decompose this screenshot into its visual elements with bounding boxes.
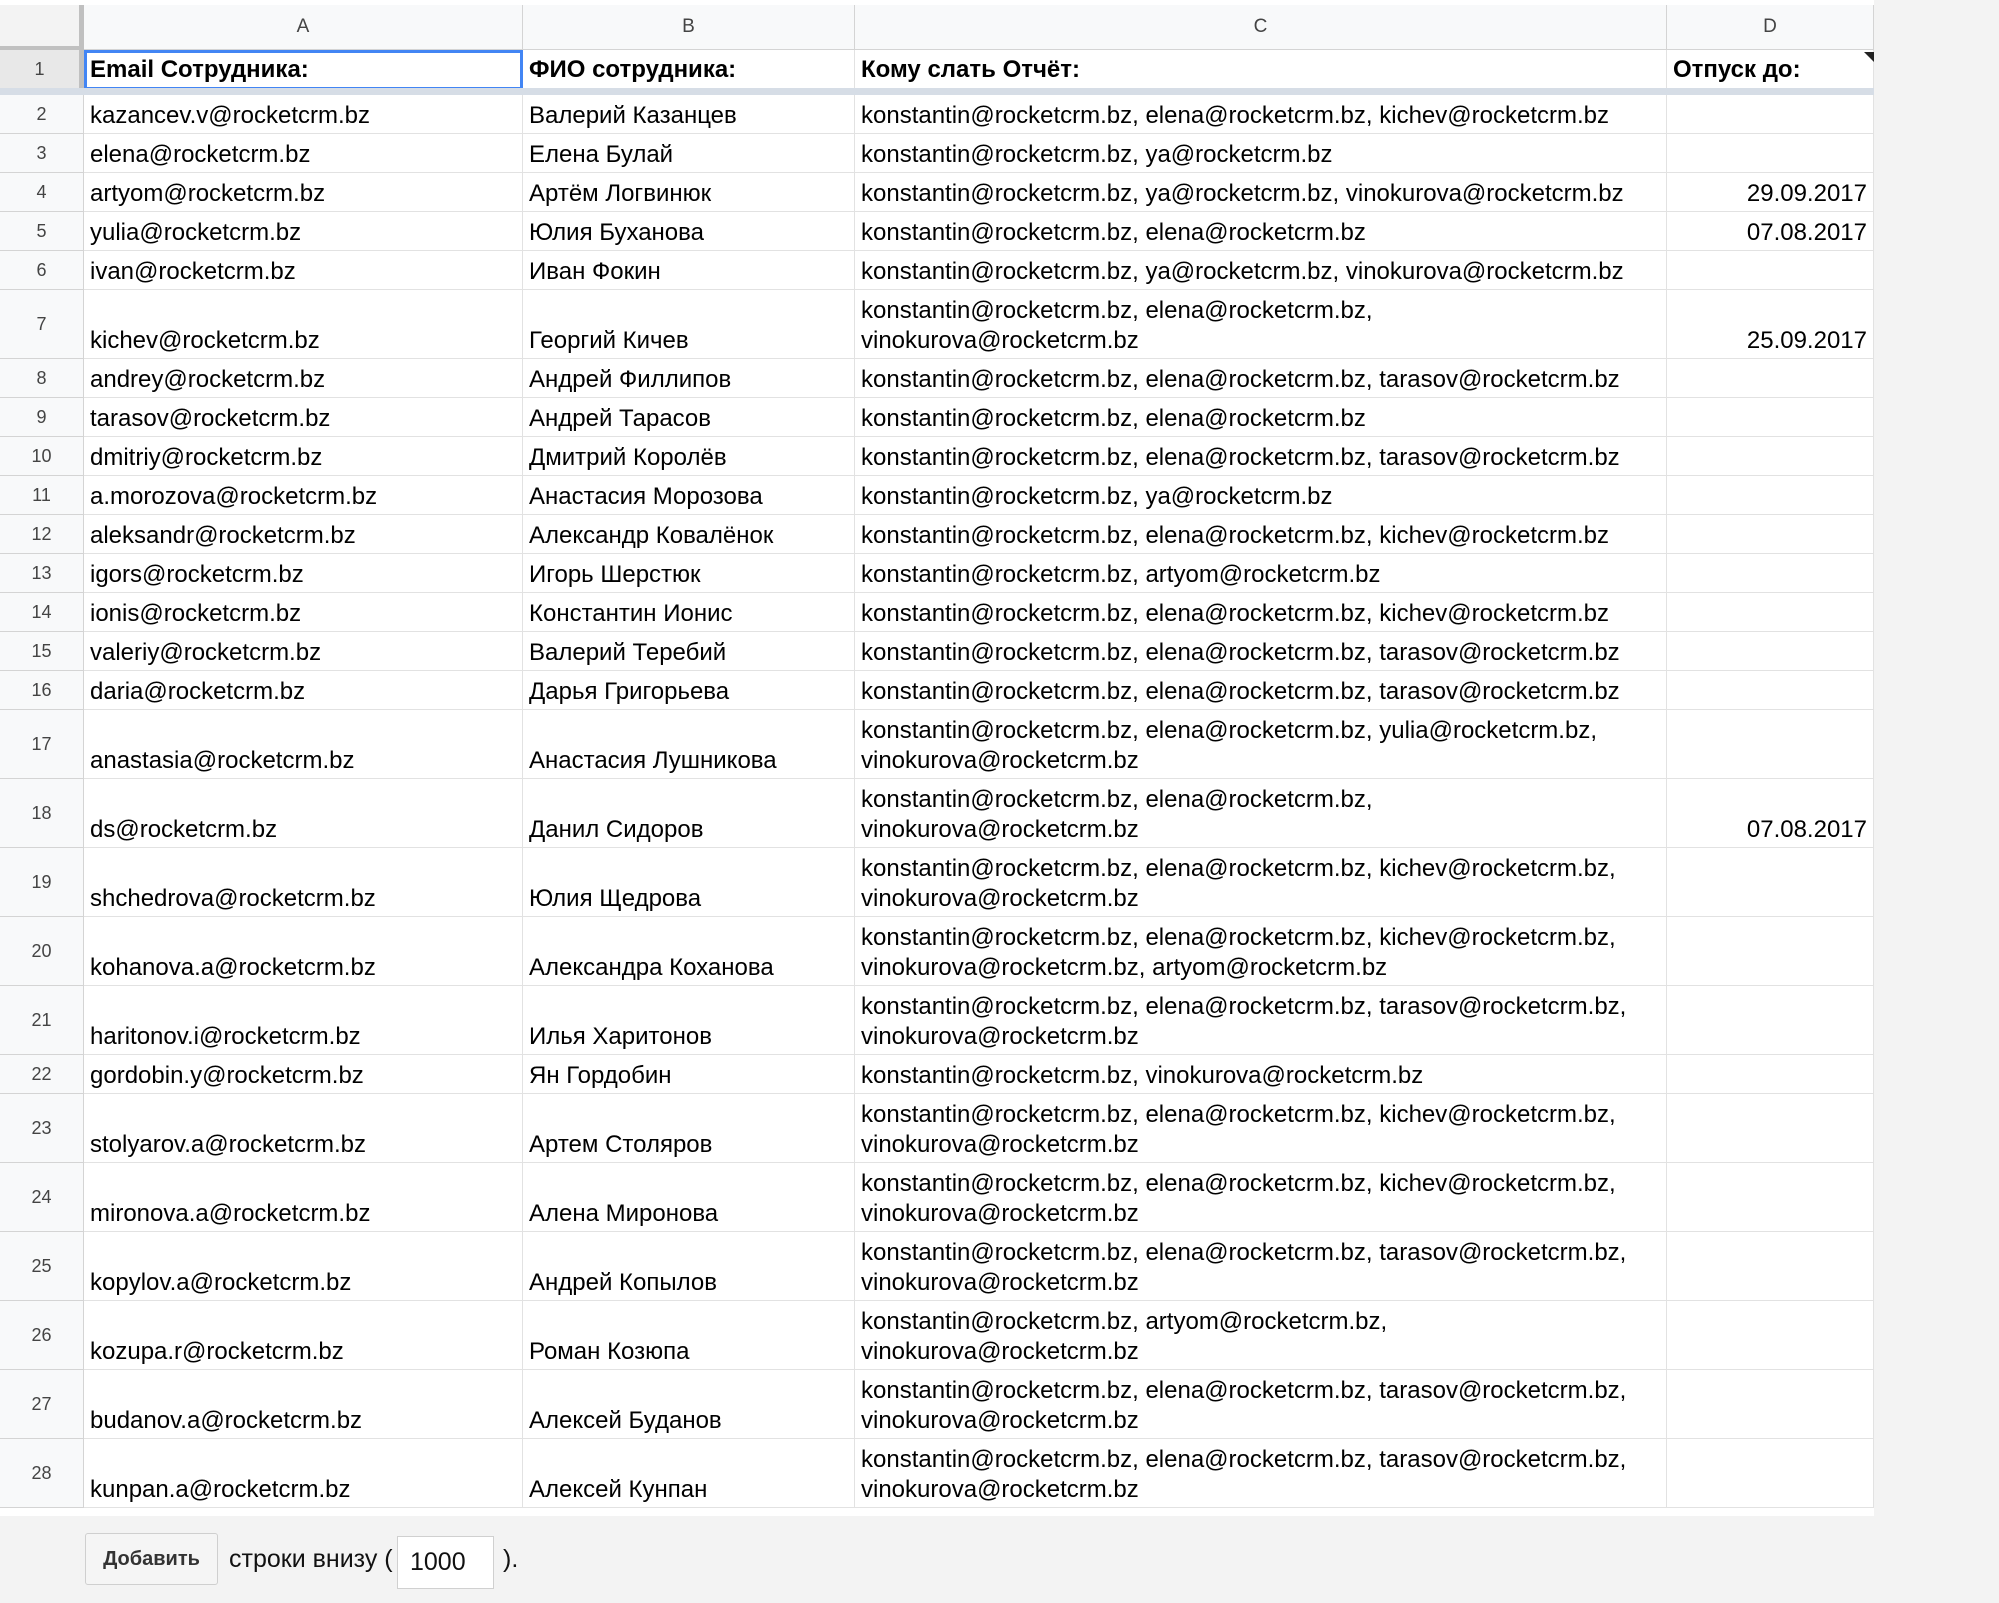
column-header-a[interactable]: A (84, 5, 523, 50)
name-cell[interactable]: Роман Козюпа (523, 1301, 855, 1370)
name-cell[interactable]: Дмитрий Королёв (523, 437, 855, 476)
email-cell[interactable]: igors@rocketcrm.bz (84, 554, 523, 593)
vacation-cell[interactable] (1667, 134, 1874, 173)
add-rows-label-end: ). (503, 1545, 519, 1573)
email-cell[interactable]: daria@rocketcrm.bz (84, 671, 523, 710)
vacation-cell[interactable]: 07.08.2017 (1667, 212, 1874, 251)
name-cell[interactable]: Анастасия Морозова (523, 476, 855, 515)
recipients-cell[interactable]: konstantin@rocketcrm.bz, ya@rocketcrm.bz, vinokurova@rocketcrm.bz (855, 173, 1667, 212)
row-header[interactable]: 19 (0, 848, 84, 917)
cell-note-indicator (1864, 52, 1874, 62)
vacation-cell[interactable] (1667, 848, 1874, 917)
name-cell[interactable]: Анастасия Лушникова (523, 710, 855, 779)
column-header-b[interactable]: B (523, 5, 855, 50)
name-cell[interactable]: Алексей Буданов (523, 1370, 855, 1439)
name-cell[interactable]: Алексей Кунпан (523, 1439, 855, 1508)
email-cell[interactable]: kopylov.a@rocketcrm.bz (84, 1232, 523, 1301)
email-cell[interactable]: elena@rocketcrm.bz (84, 134, 523, 173)
vacation-cell[interactable]: 25.09.2017 (1667, 290, 1874, 359)
vacation-cell[interactable] (1667, 1232, 1874, 1301)
vacation-cell[interactable] (1667, 1163, 1874, 1232)
row-header[interactable]: 24 (0, 1163, 84, 1232)
recipients-cell[interactable]: konstantin@rocketcrm.bz, elena@rocketcrm.bz, kichev@rocketcrm.bz, vinokurova@rocketcrm.bz (855, 1094, 1667, 1163)
recipients-cell[interactable]: konstantin@rocketcrm.bz, vinokurova@rocketcrm.bz (855, 1055, 1667, 1094)
email-cell[interactable]: ionis@rocketcrm.bz (84, 593, 523, 632)
recipients-cell[interactable]: konstantin@rocketcrm.bz, ya@rocketcrm.bz (855, 476, 1667, 515)
name-cell[interactable]: Андрей Копылов (523, 1232, 855, 1301)
email-cell[interactable]: ds@rocketcrm.bz (84, 779, 523, 848)
header-cell-vacation[interactable]: Отпуск до: (1667, 50, 1874, 90)
recipients-cell[interactable]: konstantin@rocketcrm.bz, elena@rocketcrm.bz, tarasov@rocketcrm.bz (855, 632, 1667, 671)
name-cell[interactable]: Данил Сидоров (523, 779, 855, 848)
email-cell[interactable]: budanov.a@rocketcrm.bz (84, 1370, 523, 1439)
email-cell[interactable]: tarasov@rocketcrm.bz (84, 398, 523, 437)
name-cell[interactable]: Юлия Буханова (523, 212, 855, 251)
email-cell[interactable]: andrey@rocketcrm.bz (84, 359, 523, 398)
email-cell[interactable]: kunpan.a@rocketcrm.bz (84, 1439, 523, 1508)
name-cell[interactable]: Андрей Тарасов (523, 398, 855, 437)
row-header[interactable]: 23 (0, 1094, 84, 1163)
email-cell[interactable]: artyom@rocketcrm.bz (84, 173, 523, 212)
recipients-cell[interactable]: konstantin@rocketcrm.bz, artyom@rocketcrm.bz (855, 554, 1667, 593)
row-header[interactable]: 26 (0, 1301, 84, 1370)
recipients-cell[interactable]: konstantin@rocketcrm.bz, elena@rocketcrm.bz, kichev@rocketcrm.bz, vinokurova@rocketcrm.bz (855, 1163, 1667, 1232)
email-cell[interactable]: stolyarov.a@rocketcrm.bz (84, 1094, 523, 1163)
recipients-cell[interactable]: konstantin@rocketcrm.bz, elena@rocketcrm.bz, kichev@rocketcrm.bz, vinokurova@rocketcrm.bz (855, 848, 1667, 917)
email-cell[interactable]: a.morozova@rocketcrm.bz (84, 476, 523, 515)
name-cell[interactable]: Валерий Теребий (523, 632, 855, 671)
vacation-cell[interactable] (1667, 1439, 1874, 1508)
row-header[interactable]: 3 (0, 134, 84, 173)
vacation-cell[interactable] (1667, 437, 1874, 476)
recipients-cell[interactable]: konstantin@rocketcrm.bz, elena@rocketcrm.bz (855, 212, 1667, 251)
header-cell-name[interactable]: ФИО сотрудника: (523, 50, 855, 90)
row-header[interactable]: 1 (0, 50, 84, 90)
recipients-cell[interactable]: konstantin@rocketcrm.bz, artyom@rocketcrm.bz, vinokurova@rocketcrm.bz (855, 1301, 1667, 1370)
email-cell[interactable]: valeriy@rocketcrm.bz (84, 632, 523, 671)
name-cell[interactable]: Артём Логвинюк (523, 173, 855, 212)
column-header-d[interactable]: D (1667, 5, 1874, 50)
recipients-cell[interactable]: konstantin@rocketcrm.bz, elena@rocketcrm.bz, tarasov@rocketcrm.bz, vinokurova@rocketcrm.bz (855, 986, 1667, 1055)
vacation-cell[interactable] (1667, 710, 1874, 779)
row-header[interactable]: 25 (0, 1232, 84, 1301)
name-cell[interactable]: Артем Столяров (523, 1094, 855, 1163)
vacation-cell[interactable] (1667, 1370, 1874, 1439)
row-header[interactable]: 16 (0, 671, 84, 710)
recipients-cell[interactable]: konstantin@rocketcrm.bz, elena@rocketcrm.bz, tarasov@rocketcrm.bz, vinokurova@rocketcrm.bz (855, 1370, 1667, 1439)
add-rows-label: строки внизу ( (229, 1545, 393, 1573)
row-header[interactable]: 14 (0, 593, 84, 632)
vacation-cell[interactable] (1667, 398, 1874, 437)
email-cell[interactable]: aleksandr@rocketcrm.bz (84, 515, 523, 554)
name-cell[interactable]: Георгий Кичев (523, 290, 855, 359)
recipients-cell[interactable]: konstantin@rocketcrm.bz, ya@rocketcrm.bz (855, 134, 1667, 173)
vacation-cell[interactable]: 07.08.2017 (1667, 779, 1874, 848)
vacation-cell[interactable] (1667, 986, 1874, 1055)
name-cell[interactable]: Александр Ковалёнок (523, 515, 855, 554)
recipients-cell[interactable]: konstantin@rocketcrm.bz, elena@rocketcrm.bz (855, 398, 1667, 437)
recipients-cell[interactable]: konstantin@rocketcrm.bz, elena@rocketcrm.bz, vinokurova@rocketcrm.bz (855, 290, 1667, 359)
vacation-cell[interactable] (1667, 593, 1874, 632)
name-cell[interactable]: Илья Харитонов (523, 986, 855, 1055)
recipients-cell[interactable]: konstantin@rocketcrm.bz, elena@rocketcrm.bz, tarasov@rocketcrm.bz (855, 671, 1667, 710)
row-header[interactable]: 6 (0, 251, 84, 290)
recipients-cell[interactable]: konstantin@rocketcrm.bz, elena@rocketcrm.bz, tarasov@rocketcrm.bz (855, 359, 1667, 398)
name-cell[interactable]: Алена Миронова (523, 1163, 855, 1232)
email-cell[interactable]: kohanova.a@rocketcrm.bz (84, 917, 523, 986)
row-header[interactable]: 11 (0, 476, 84, 515)
vacation-cell[interactable] (1667, 95, 1874, 134)
column-header-c[interactable]: C (855, 5, 1667, 50)
header-cell-email[interactable]: Email Сотрудника: (84, 50, 523, 90)
row-header[interactable]: 17 (0, 710, 84, 779)
select-all-corner[interactable] (0, 5, 84, 50)
recipients-cell[interactable]: konstantin@rocketcrm.bz, elena@rocketcrm.bz, tarasov@rocketcrm.bz (855, 437, 1667, 476)
row-header[interactable]: 9 (0, 398, 84, 437)
vacation-cell[interactable] (1667, 1094, 1874, 1163)
email-cell[interactable]: shchedrova@rocketcrm.bz (84, 848, 523, 917)
row-header[interactable]: 13 (0, 554, 84, 593)
frozen-row-divider[interactable] (0, 88, 1874, 95)
rows-count-input[interactable] (397, 1536, 494, 1589)
recipients-cell[interactable]: konstantin@rocketcrm.bz, elena@rocketcrm.bz, kichev@rocketcrm.bz (855, 95, 1667, 134)
email-cell[interactable]: mironova.a@rocketcrm.bz (84, 1163, 523, 1232)
row-header[interactable]: 28 (0, 1439, 84, 1508)
recipients-cell[interactable]: konstantin@rocketcrm.bz, elena@rocketcrm.bz, tarasov@rocketcrm.bz, vinokurova@rocketcrm.bz (855, 1232, 1667, 1301)
name-cell[interactable]: Юлия Щедрова (523, 848, 855, 917)
vacation-cell[interactable] (1667, 632, 1874, 671)
recipients-cell[interactable]: konstantin@rocketcrm.bz, elena@rocketcrm.bz, kichev@rocketcrm.bz (855, 593, 1667, 632)
vacation-cell[interactable]: 29.09.2017 (1667, 173, 1874, 212)
name-cell[interactable]: Елена Булай (523, 134, 855, 173)
email-cell[interactable]: gordobin.y@rocketcrm.bz (84, 1055, 523, 1094)
row-header[interactable]: 7 (0, 290, 84, 359)
name-cell[interactable]: Андрей Филлипов (523, 359, 855, 398)
vacation-cell[interactable] (1667, 251, 1874, 290)
name-cell[interactable]: Константин Ионис (523, 593, 855, 632)
name-cell[interactable]: Валерий Казанцев (523, 95, 855, 134)
row-header[interactable]: 2 (0, 95, 84, 134)
row-header[interactable]: 8 (0, 359, 84, 398)
recipients-cell[interactable]: konstantin@rocketcrm.bz, elena@rocketcrm.bz, yulia@rocketcrm.bz, vinokurova@rocketcrm.bz (855, 710, 1667, 779)
row-header[interactable]: 18 (0, 779, 84, 848)
recipients-cell[interactable]: konstantin@rocketcrm.bz, elena@rocketcrm.bz, kichev@rocketcrm.bz, vinokurova@rocketcrm.bz, artyom@rocketcrm.bz (855, 917, 1667, 986)
name-cell[interactable]: Игорь Шерстюк (523, 554, 855, 593)
row-header[interactable]: 5 (0, 212, 84, 251)
header-cell-recipients[interactable]: Кому слать Отчёт: (855, 50, 1667, 90)
row-header[interactable]: 27 (0, 1370, 84, 1439)
email-cell[interactable]: anastasia@rocketcrm.bz (84, 710, 523, 779)
email-cell[interactable]: haritonov.i@rocketcrm.bz (84, 986, 523, 1055)
vacation-cell[interactable] (1667, 359, 1874, 398)
row-header[interactable]: 21 (0, 986, 84, 1055)
name-cell[interactable]: Дарья Григорьева (523, 671, 855, 710)
row-header[interactable]: 10 (0, 437, 84, 476)
vacation-cell[interactable] (1667, 917, 1874, 986)
vacation-cell[interactable] (1667, 554, 1874, 593)
name-cell[interactable]: Александра Коханова (523, 917, 855, 986)
email-cell[interactable]: ivan@rocketcrm.bz (84, 251, 523, 290)
email-cell[interactable]: kichev@rocketcrm.bz (84, 290, 523, 359)
row-header[interactable]: 4 (0, 173, 84, 212)
recipients-cell[interactable]: konstantin@rocketcrm.bz, elena@rocketcrm.bz, tarasov@rocketcrm.bz, vinokurova@rocketcrm.bz (855, 1439, 1667, 1508)
row-header[interactable]: 15 (0, 632, 84, 671)
add-rows-button[interactable]: Добавить (85, 1533, 218, 1585)
vacation-cell[interactable] (1667, 476, 1874, 515)
row-header[interactable]: 20 (0, 917, 84, 986)
row-header[interactable]: 22 (0, 1055, 84, 1094)
email-cell[interactable]: yulia@rocketcrm.bz (84, 212, 523, 251)
row-header[interactable]: 12 (0, 515, 84, 554)
vacation-cell[interactable] (1667, 1055, 1874, 1094)
vacation-cell[interactable] (1667, 1301, 1874, 1370)
recipients-cell[interactable]: konstantin@rocketcrm.bz, elena@rocketcrm.bz, vinokurova@rocketcrm.bz (855, 779, 1667, 848)
name-cell[interactable]: Ян Гордобин (523, 1055, 855, 1094)
vacation-cell[interactable] (1667, 515, 1874, 554)
email-cell[interactable]: kazancev.v@rocketcrm.bz (84, 95, 523, 134)
recipients-cell[interactable]: konstantin@rocketcrm.bz, elena@rocketcrm.bz, kichev@rocketcrm.bz (855, 515, 1667, 554)
email-cell[interactable]: dmitriy@rocketcrm.bz (84, 437, 523, 476)
vacation-cell[interactable] (1667, 671, 1874, 710)
name-cell[interactable]: Иван Фокин (523, 251, 855, 290)
recipients-cell[interactable]: konstantin@rocketcrm.bz, ya@rocketcrm.bz, vinokurova@rocketcrm.bz (855, 251, 1667, 290)
email-cell[interactable]: kozupa.r@rocketcrm.bz (84, 1301, 523, 1370)
